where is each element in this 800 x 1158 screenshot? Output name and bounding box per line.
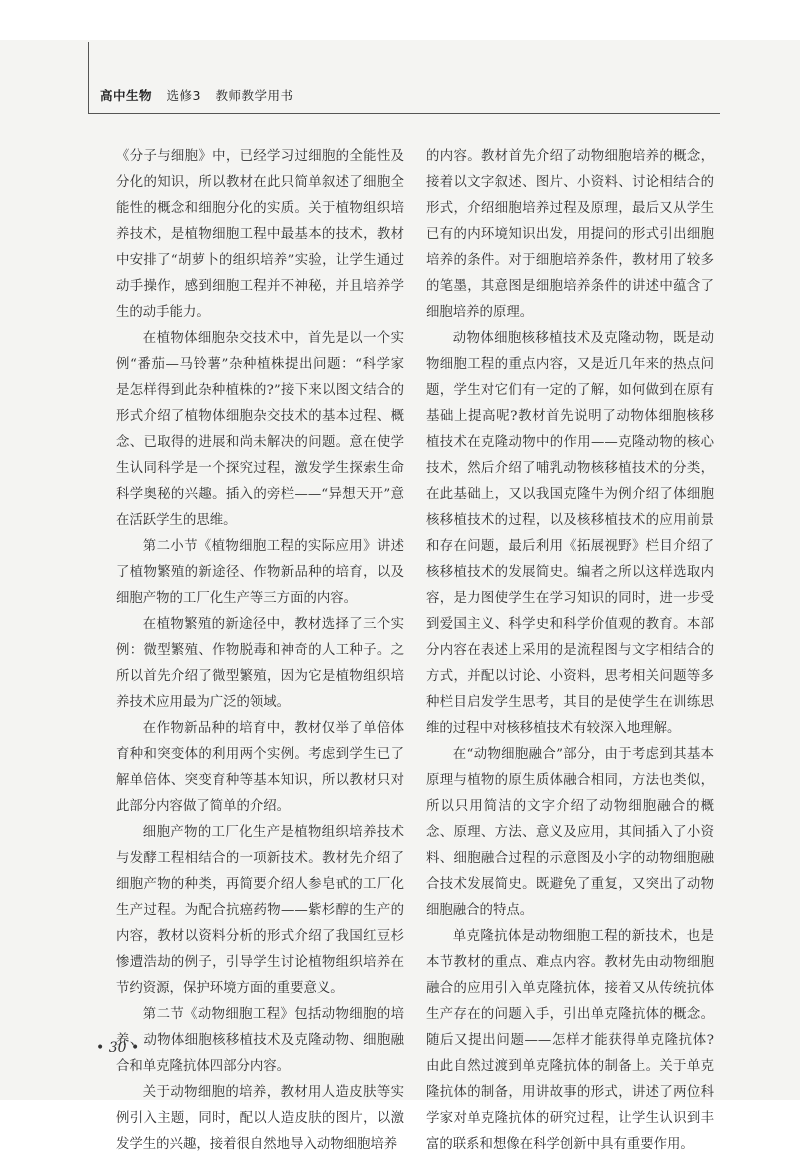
paragraph: 动物体细胞核移植技术及克隆动物，既是动物细胞工程的重点内容，又是近几年来的热点问题，学生对它们有一定的了解，如何做到在原有基础上提高呢?教材首先说明了动物体细胞核移植技术在克隆动物中的作用——克隆动物的核心技术，然后介绍了哺乳动物核移植技术的分类，在此基础上，又以我国克隆牛为例介绍了体细胞核移植技术的过程，以及核移植技术的应用前景和存在问题，最后利用《拓展视野》栏目介绍了核移植技术的发展简史。编者之所以这样选取内容，是力图使学生在学习知识的同时，进一步受到爱国主义、科学史和科学价值观的教育。本部分内容在表述上采用的是流程图与文字相结合的方式，并配以讨论、小资料，思考相关问题等多种栏目启发学生思考，其目的是使学生在训练思维的过程中对核移植技术有较深入地理解。	[426, 331, 714, 736]
paragraph: 在植物体细胞杂交技术中，首先是以一个实例“番茄—马铃薯”杂种植株提出问题：“科学家是怎样得到此杂种植株的?”接下来以图文结合的形式介绍了植物体细胞杂交技术的基本过程、概念、已取得的进展和尚未解决的问题。意在使学生认同科学是一个探究过程，激发学生探索生命科学奥秘的兴趣。插入的旁栏——“异想天开”意在活跃学生的思维。	[116, 331, 404, 528]
page-number: • 30 •	[96, 1040, 140, 1056]
book-subtitle: 教师教学用书	[215, 88, 294, 103]
paragraph: 第二小节《植物细胞工程的实际应用》讲述了植物繁殖的新途径、作物新品种的培育，以及细胞产物的工厂化生产等三方面的内容。	[116, 539, 404, 606]
paragraph: 细胞产物的工厂化生产是植物组织培养技术与发酵工程相结合的一项新技术。教材先介绍了细胞产物的种类，再简要介绍人参皂甙的工厂化生产过程。为配合抗癌药物——紫杉醇的生产的内容，教材以资料分析的形式介绍了我国红豆杉惨遭浩劫的例子，引导学生讨论植物组织培养在节约资源，保护环境方面的重要意义。	[116, 825, 404, 996]
paragraph: 的内容。教材首先介绍了动物细胞培养的概念，接着以文字叙述、图片、小资料、讨论相结合的形式，介绍细胞培养过程及原理，最后又从学生已有的内环境知识出发，用提问的形式引出细胞培养的条件。对于细胞培养条件，教材用了较多的笔墨，其意图是细胞培养条件的讲述中蕴含了细胞培养的原理。	[426, 149, 714, 320]
book-title: 高中生物	[100, 88, 153, 103]
paragraph: 在作物新品种的培育中，教材仅举了单倍体育种和突变体的利用两个实例。考虑到学生已了解单倍体、突变育种等基本知识，所以教材只对此部分内容做了简单的介绍。	[116, 721, 404, 814]
right-column	[426, 144, 714, 1158]
paragraph: 在“动物细胞融合”部分，由于考虑到其基本原理与植物的原生质体融合相同，方法也类似，所以只用简洁的文字介绍了动物细胞融合的概念、原理、方法、意义及应用，其间插入了小资料、细胞融合过程的示意图及小字的动物细胞融合技术发展简史。既避免了重复，又突出了动物细胞融合的特点。	[426, 747, 714, 918]
header-vertical-rule	[88, 42, 89, 114]
paragraph: 《分子与细胞》中，已经学习过细胞的全能性及分化的知识，所以教材在此只简单叙述了细胞全能性的概念和细胞分化的实质。关于植物组织培养技术，是植物细胞工程中最基本的技术，教材中安排了“胡萝卜的组织培养”实验，让学生通过动手操作，感到细胞工程并不神秘，并且培养学生的动手能力。	[116, 149, 404, 320]
volume-label: 选修3	[166, 88, 201, 103]
paragraph: 在植物繁殖的新途径中，教材选择了三个实例：微型繁殖、作物脱毒和神奇的人工种子。之所以首先介绍了微型繁殖，因为它是植物组织培养技术应用最为广泛的领域。	[116, 617, 404, 710]
paragraph: 单克隆抗体是动物细胞工程的新技术，也是本节教材的重点、难点内容。教材先由动物细胞融合的应用引入单克隆抗体，接着又从传统抗体生产存在的问题入手，引出单克隆抗体的概念。随后又提出问题——怎样才能获得单克隆抗体?由此自然过渡到单克隆抗体的制备上。关于单克隆抗体的制备，用讲故事的形式，讲述了两位科学家对单克隆抗体的研究过程，让学生认识到丰富的联系和想像在科学创新中具有重要作用。	[426, 929, 714, 1152]
paragraph: 第二节《动物细胞工程》包括动物细胞的培养、动物体细胞核移植技术及克隆动物、细胞融合和单克隆抗体四部分内容。	[116, 1007, 404, 1074]
running-head	[100, 86, 303, 104]
header-horizontal-rule	[88, 113, 720, 114]
paragraph: 关于动物细胞的培养，教材用人造皮肤等实例引入主题，同时，配以人造皮肤的图片，以激发学生的兴趣，接着很自然地导入动物细胞培养	[116, 1085, 404, 1152]
left-column	[116, 144, 404, 1158]
